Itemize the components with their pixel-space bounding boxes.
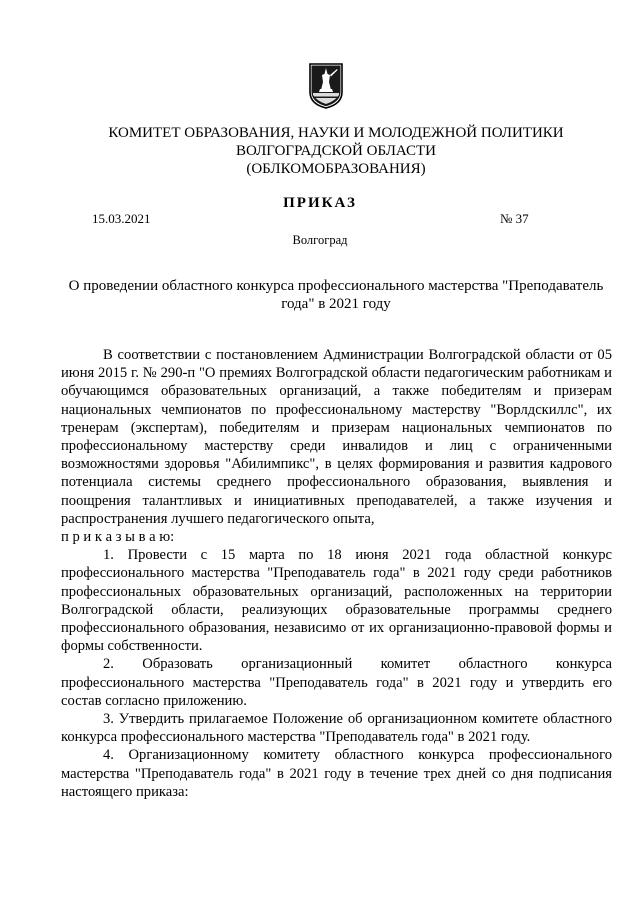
order-subject: О проведении областного конкурса профессионального мастерства "Преподаватель года" в 2021 году xyxy=(68,278,604,312)
order-body xyxy=(61,346,612,801)
org-line-3: (ОБЛКОМОБРАЗОВАНИЯ) xyxy=(246,161,426,177)
order-city: Волгоград xyxy=(292,233,348,247)
order-number: № 37 xyxy=(500,211,529,226)
org-line-2: ВОЛГОГРАДСКОЙ ОБЛАСТИ xyxy=(236,143,436,159)
item-2-paragraph: 2. Образовать организационный комитет областного конкурса профессионального мастерства "Преподаватель года" в 2021 году и утвердить его состав согласно приложению. xyxy=(61,656,612,709)
document-type: ПРИКАЗ xyxy=(283,195,357,211)
item-4-paragraph: 4. Организационному комитету областного конкурса профессионального мастерства "Преподаватель года" в 2021 году в течение трех дней со дня подписания настоящего приказа: xyxy=(61,747,612,800)
command-word: п р и к а з ы в а ю: xyxy=(61,529,175,546)
item-3-paragraph: 3. Утвердить прилагаемое Положение об организационном комитете областного конкурса профессионального мастерства "Преподаватель года" в 2021 году. xyxy=(61,711,612,746)
organization-name xyxy=(60,124,612,178)
preamble-paragraph: В соответствии с постановлением Администрации Волгоградской области от 05 июня 2015 г. № 290-п "О премиях Волгоградской области педагогическим работникам и обучающимся образовательных организаций, а также победителям и призерам национальных чемпионатов по профессиональному мастерству "Ворлдскиллс", их тренерам (экспертам), победителям и призерам национальных чемпионатов по профессиональному мастерству среди инвалидов и лиц с ограниченными возможностями здоровья "Абилимпикс", в целях формирования и развития кадрового потенциала системы среднего профессионального образования, выявления и поощрения талантливых и инициативных преподавателей, а также изучения и распространения лучшего педагогического опыта, xyxy=(61,347,612,527)
coat-of-arms-icon xyxy=(308,62,344,110)
org-line-1: КОМИТЕТ ОБРАЗОВАНИЯ, НАУКИ И МОЛОДЕЖНОЙ ПОЛИТИКИ xyxy=(108,125,564,141)
item-1-paragraph: 1. Провести с 15 марта по 18 июня 2021 года областной конкурс профессионального мастерства "Преподаватель года" в 2021 году среди работников профессиональных образовательных организаций, расположенных на территории Волгоградской области, реализующих образовательные программы среднего профессионального образования, независимо от их организационно-правовой формы и формы собственности. xyxy=(61,547,612,655)
order-date: 15.03.2021 xyxy=(92,211,151,226)
